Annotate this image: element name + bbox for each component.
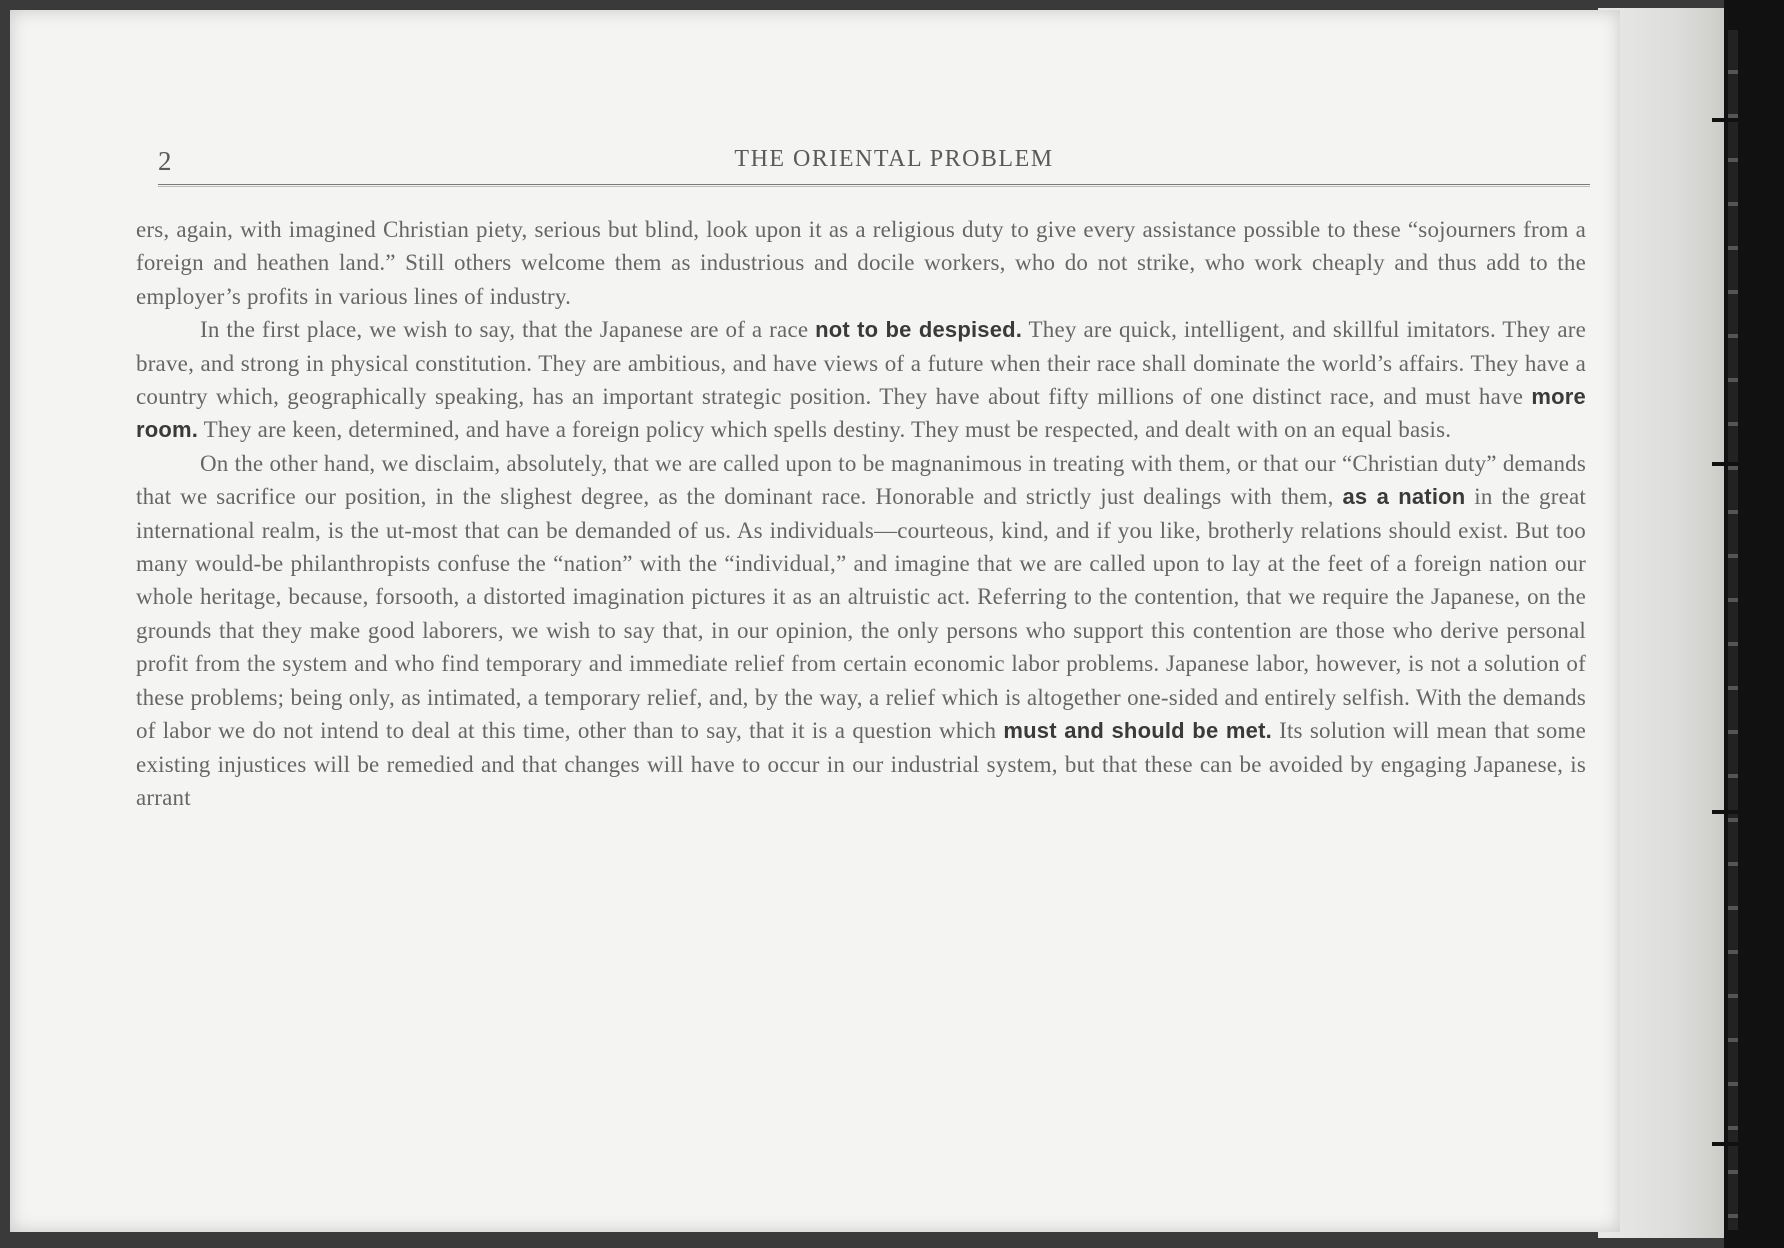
emphasized-phrase: more room. — [136, 384, 1586, 443]
binding-spine — [1728, 30, 1738, 1230]
body-text — [136, 213, 1586, 814]
paragraph — [136, 313, 1586, 447]
running-title: THE ORIENTAL PROBLEM — [734, 146, 1054, 172]
page-header — [158, 140, 1590, 184]
text-run: On the other hand, we disclaim, absolutely, that we are called upon to be magnanimous in treating with them, or that our “Christian duty” demands that we sacrifice our position, in the slighest degree, as the dominant race. Honorable and strictly just dealings with them, — [136, 450, 1586, 510]
page-number: 2 — [158, 146, 172, 176]
text-run: in the great international realm, is the ut-most that can be demanded of us. As individuals—courteous, kind, and if you like, brotherly relations should exist. But too many would-be philanthropists confuse the “nation” with the “individual,” and imagine that we are called upon to lay at the feet of a foreign nation our whole heritage, because, forsooth, a distorted imagination pictures it as an altruistic act. Referring to the contention, that we require the Japanese, on the grounds that they make good laborers, we wish to say that, in our opinion, the only persons who support this contention are those who derive personal profit from the system and who find temporary and immediate relief from certain economic labor problems. Japanese labor, however, is not a solution of these problems; being only, as intimated, a temporary relief, and, by the way, a relief which is altogether one-sided and entirely selfish. With the demands of labor we do not intend to deal at this time, other than to say, that it is a question which — [136, 484, 1587, 744]
text-run: They are quick, intelligent, and skillful imitators. They are brave, and strong in physical constitution. They are ambitious, and have views of a future when their race shall dominate the world’s affairs. They have a country which, geographically speaking, has an important strategic position. They have about fifty millions of one distinct race, and must have — [136, 317, 1586, 410]
binding-stitch — [1712, 462, 1754, 466]
header-rule — [158, 184, 1590, 187]
emphasized-phrase: not to be despised. — [815, 317, 1023, 343]
text-run: In the first place, we wish to say, that the Japanese are of a race — [200, 317, 816, 343]
paragraph — [136, 447, 1586, 814]
text-run: They are keen, determined, and have a foreign policy which spells destiny. They must be respected, and dealt with on an equal basis. — [198, 417, 1452, 443]
paragraph-continuation — [136, 213, 1586, 313]
text-run: ers, again, with imagined Christian piety, serious but blind, look upon it as a religious duty to give every assistance possible to these “sojourners from a foreign and heathen land.” Still others welcome them as industrious and docile workers, who do not strike, who work cheaply and thus add to the employer’s profits in various lines of industry. — [136, 217, 1586, 309]
emphasized-phrase: must and should be met. — [1003, 718, 1272, 744]
text-run: Its solution will mean that some existing injustices will be remedied and that changes will have to occur in our industrial system, but that these can be avoided by engaging Japanese, is arrant — [136, 718, 1586, 810]
binding-stitch — [1712, 1142, 1754, 1146]
binding-stitch — [1712, 810, 1754, 814]
binding-stitch — [1712, 118, 1754, 122]
emphasized-phrase: as a nation — [1342, 484, 1466, 510]
